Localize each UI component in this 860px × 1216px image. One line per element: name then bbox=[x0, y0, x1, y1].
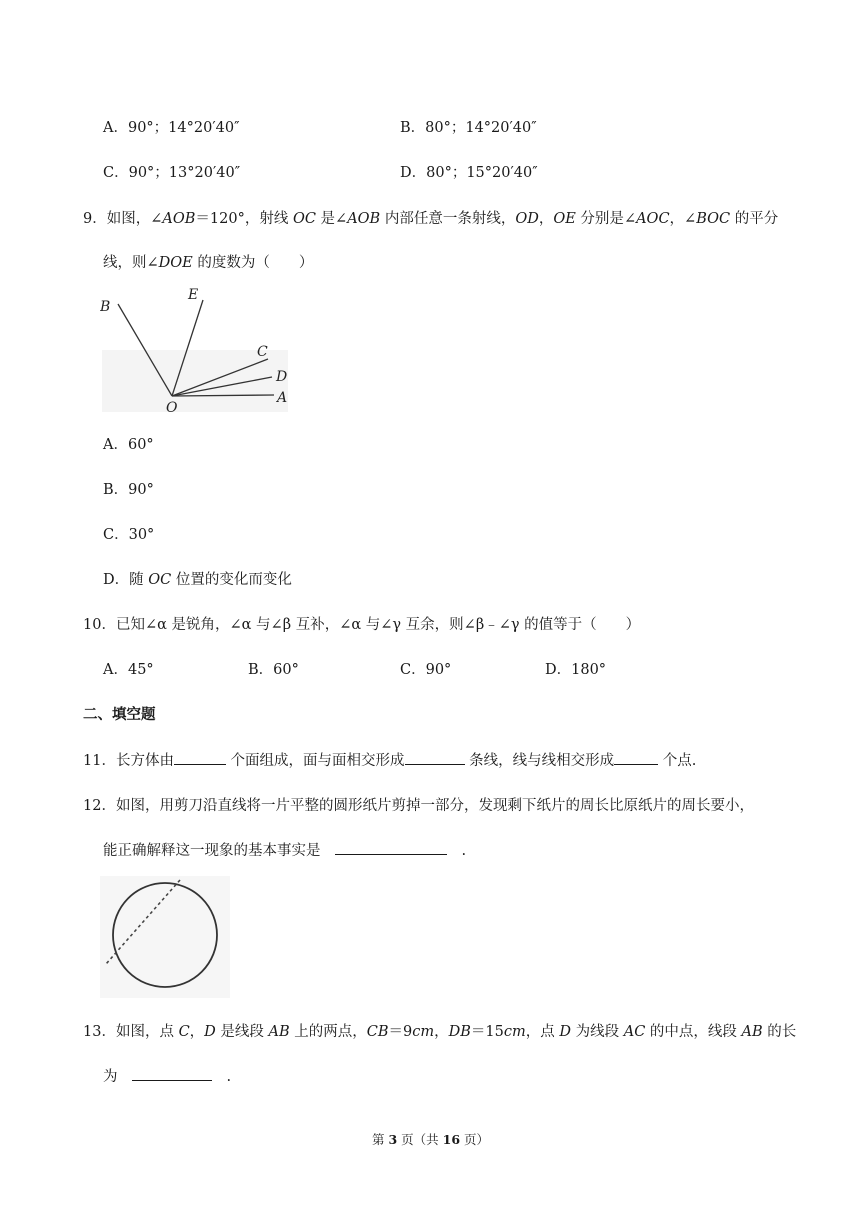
q9-stem-line2: 线，则∠DOE 的度数为（ ） bbox=[103, 255, 314, 271]
section-title: 二、填空题 bbox=[83, 707, 156, 723]
label-b: B bbox=[100, 299, 111, 315]
q13-stem-line1: 13．如图，点 C，D 是线段 AB 上的两点，CB＝9cm，DB＝15cm，点 D 为线段 AC 的中点，线段 AB 的长 bbox=[83, 1024, 797, 1040]
label-c: C bbox=[257, 344, 268, 360]
q13-blank[interactable] bbox=[132, 1066, 212, 1081]
q9-option-d: D．随 OC 位置的变化而变化 bbox=[103, 572, 292, 588]
q11-blank-2[interactable] bbox=[405, 750, 465, 765]
q12-blank[interactable] bbox=[335, 840, 447, 855]
q8-option-b: B．80°；14°20′40″ bbox=[400, 120, 537, 136]
q13-stem-line2: 为 . bbox=[103, 1065, 231, 1086]
q12-stem-line2: 能正确解释这一现象的基本事实是 . bbox=[103, 839, 466, 860]
q11-stem: 11．长方体由 个面组成，面与面相交形成 条线，线与线相交形成 个点. bbox=[83, 749, 696, 770]
q9-option-c: C．30° bbox=[103, 527, 155, 543]
q8-option-d: D．80°；15°20′40″ bbox=[400, 165, 538, 181]
q10-stem: 10．已知∠α 是锐角，∠α 与∠β 互补，∠α 与∠γ 互余，则∠β﹣∠γ 的值等于（ ） bbox=[83, 617, 641, 633]
label-e: E bbox=[188, 287, 199, 303]
q11-blank-3[interactable] bbox=[614, 750, 658, 765]
q10-option-d: D．180° bbox=[545, 662, 607, 678]
label-o: O bbox=[166, 400, 178, 416]
q8-option-a: A．90°；14°20′40″ bbox=[103, 120, 240, 136]
q10-option-b: B．60° bbox=[248, 662, 299, 678]
q10-option-a: A．45° bbox=[103, 662, 154, 678]
label-a: A bbox=[277, 390, 288, 406]
q9-stem-line1: 9．如图，∠AOB＝120°，射线 OC 是∠AOB 内部任意一条射线，OD，OE 分别是∠AOC，∠BOC 的平分 bbox=[83, 211, 779, 227]
q9-option-b: B．90° bbox=[103, 482, 154, 498]
q10-option-c: C．90° bbox=[400, 662, 452, 678]
figure-background bbox=[100, 876, 230, 998]
page-footer: 第 3 页（共 16 页） bbox=[372, 1132, 490, 1147]
q9-option-a: A．60° bbox=[103, 437, 154, 453]
q8-option-c: C．90°；13°20′40″ bbox=[103, 165, 241, 181]
q12-stem-line1: 12．如图，用剪刀沿直线将一片平整的圆形纸片剪掉一部分，发现剩下纸片的周长比原纸片的周长要小， bbox=[83, 798, 754, 814]
q12-circle-figure bbox=[100, 876, 230, 998]
q9-angle-figure bbox=[100, 284, 300, 416]
label-d: D bbox=[276, 369, 288, 385]
q11-blank-1[interactable] bbox=[174, 750, 226, 765]
